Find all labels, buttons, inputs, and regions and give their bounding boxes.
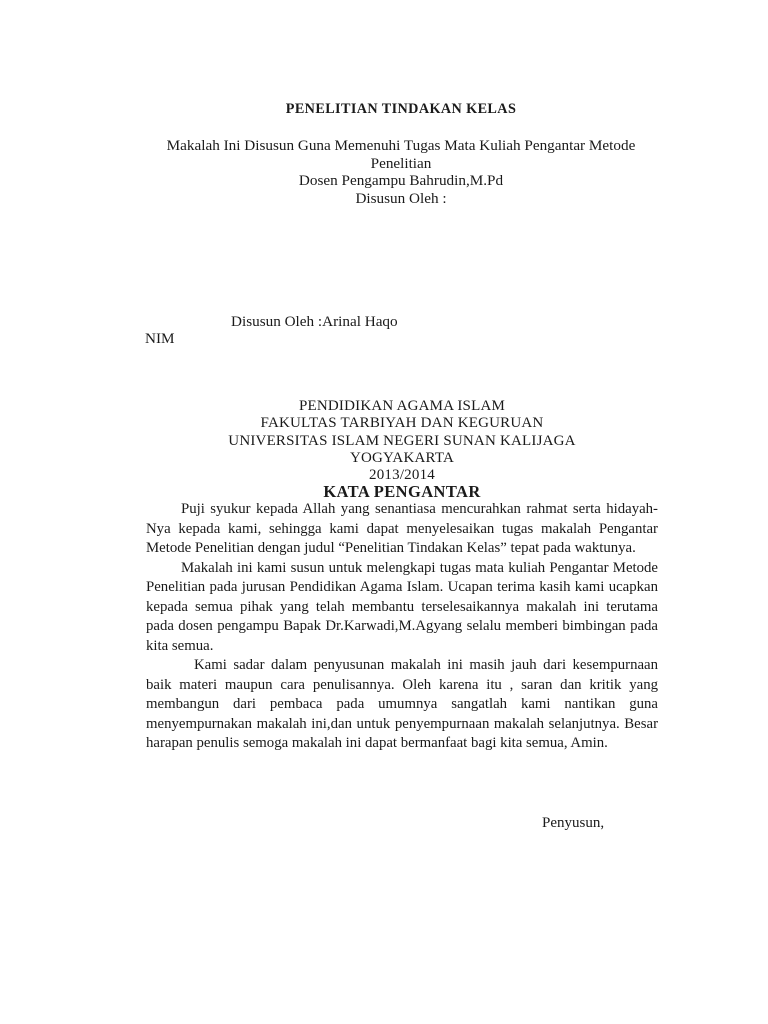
program-name: PENDIDIKAN AGAMA ISLAM [298,398,506,414]
academic-year: 2013/2014 [369,467,435,484]
subtitle-line: Penelitian [370,154,432,172]
signature-label: Penyusun, [542,815,605,831]
faculty-name: FAKULTAS TARBIYAH DAN KEGURUAN [260,415,544,432]
paragraph: Kami sadar dalam penyusunan makalah ini masih jauh dari kesempurnaan baik materi maupun cara penulisannya. Oleh karena itu , saran dan kritik yang membangun dari pembaca pada umumnya sangatlah kami nantikan guna menyempurnakan makalah ini,dan untuk penyempurnaan makalah selanjutnya. Besar harapan penulis semoga makalah ini dapat bermanfaat bagi kita semua, Amin. [146,657,658,751]
paragraph: Puji syukur kepada Allah yang senantiasa mencurahkan rahmat serta hidayah-Nya kepada kami, sehingga kami dapat menyelesaikan tugas makalah Pengantar Metode Penelitian dengan judul “Penelitian Tindakan Kelas” tepat pada waktunya. [146,501,658,556]
subtitle-block [146,137,656,207]
paragraph: Makalah ini kami susun untuk melengkapi tugas mata kuliah Pengantar Metode Penelitian pada jurusan Pendidikan Agama Islam. Ucapan terima kasih kami ucapkan kepada semua pihak yang telah membantu terselesaikannya makalah ini terutama pada dosen pengampu Bapak Dr.Karwadi,M.Agyang selalu memberi bimbingan pada kita semua. [146,559,658,654]
author-line: Disusun Oleh :Arinal Haqo [231,313,398,330]
section-title: KATA PENGANTAR [323,482,481,501]
document-title: PENELITIAN TINDAKAN KELAS [285,101,517,117]
institution-block [146,398,658,484]
nim-label: NIM [145,330,175,347]
university-name: UNIVERSITAS ISLAM NEGERI SUNAN KALIJAGA [228,432,576,449]
compiled-by-heading: Disusun Oleh : [355,189,447,207]
body-text [146,500,658,754]
lecturer-line: Dosen Pengampu Bahrudin,M.Pd [298,172,504,189]
subtitle-line: Makalah Ini Disusun Guna Memenuhi Tugas Mata Kuliah Pengantar Metode [166,137,636,154]
city-name: YOGYAKARTA [349,449,455,466]
